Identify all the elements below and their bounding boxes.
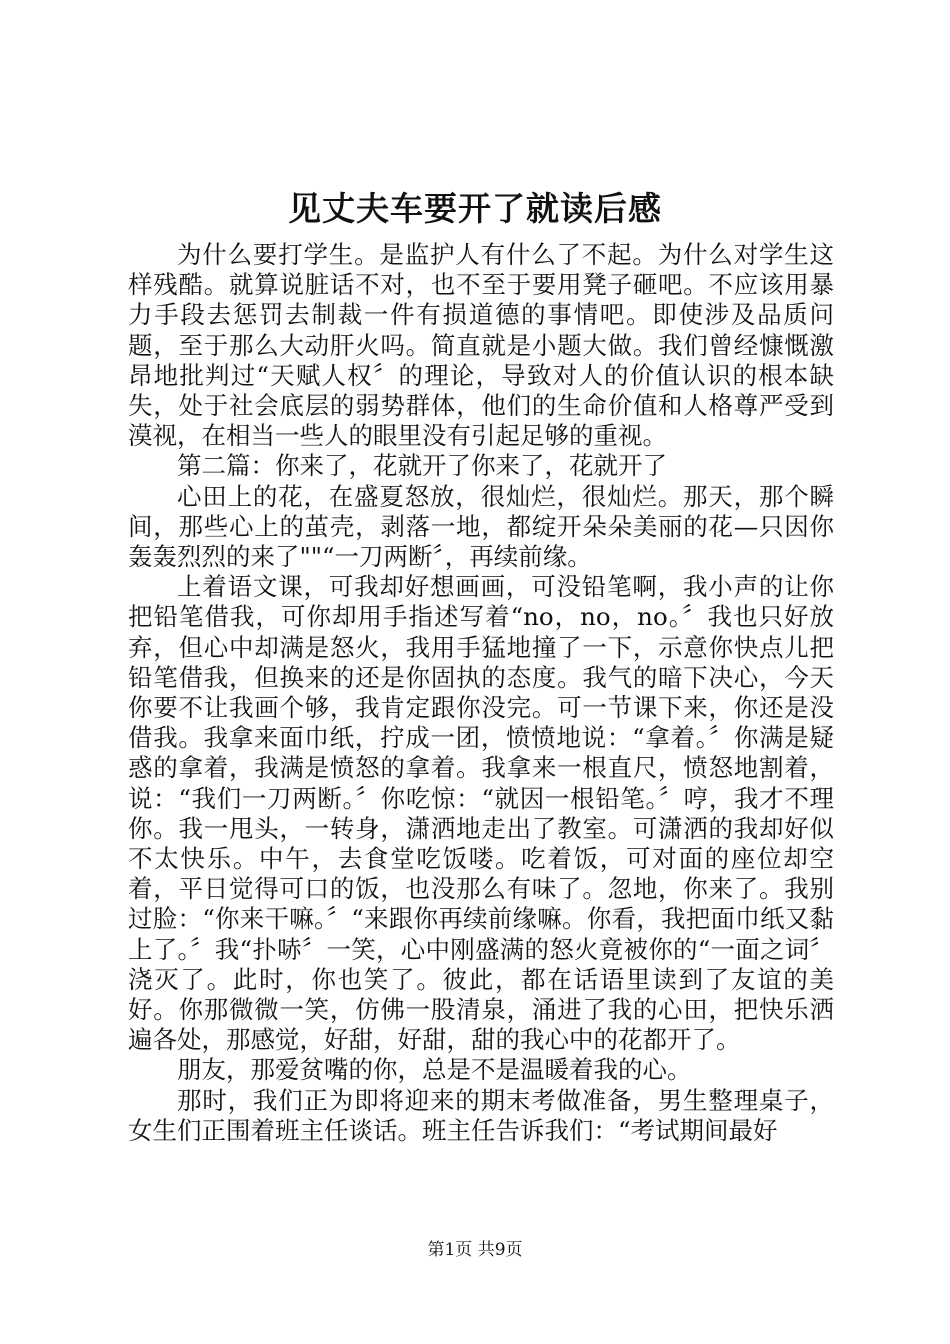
section-heading: 第二篇：你来了，花就开了你来了，花就开了 bbox=[177, 451, 667, 481]
document-title: 见丈夫车要开了就读后感 bbox=[288, 189, 662, 228]
paragraph: 心田上的花，在盛夏怒放，很灿烂，很灿烂。那天，那个瞬间，那些心上的茧壳，剥落一地，都绽开朵朵美丽的花—只因你轰轰烈烈的来了""“一刀两断〞，再续前缘。 bbox=[128, 481, 834, 572]
page-number-footer: 第1页 共9页 bbox=[427, 1240, 523, 1260]
paragraph: 那时，我们正为即将迎来的期末考做准备，男生整理桌子，女生们正围着班主任谈话。班主任告诉我们：“考试期间最好 bbox=[128, 1085, 834, 1145]
paragraph: 朋友，那爱贫嘴的你，总是不是温暖着我的心。 bbox=[177, 1055, 692, 1085]
paragraph: 为什么要打学生。是监护人有什么了不起。为什么对学生这样残酷。就算说脏话不对，也不至于要用凳子砸吧。不应该用暴力手段去惩罚去制裁一件有损道德的事情吧。即使涉及品质问题，至于那么大动肝火吗。简直就是小题大做。我们曾经慷慨激昂地批判过“天赋人权〞的理论，导致对人的价值认识的根本缺失，处于社会底层的弱势群体，他们的生命价值和人格尊严受到漠视，在相当一些人的眼里没有引起足够的重视。 bbox=[128, 240, 834, 451]
document-body bbox=[128, 240, 834, 1146]
paragraph: 上着语文课，可我却好想画画，可没铅笔啊，我小声的让你把铅笔借我，可你却用手指述写着“no，no，no。〞我也只好放弃，但心中却满是怒火，我用手猛地撞了一下，示意你快点儿把铅笔借我，但换来的还是你固执的态度。我气的暗下决心，今天你要不让我画个够，我肯定跟你没完。可一节课下来，你还是没借我。我拿来面巾纸，拧成一团，愤愤地说：“拿着。〞你满是疑惑的拿着，我满是愤怒的拿着。我拿来一根直尺，愤怒地割着，说：“我们一刀两断。〞你吃惊：“就因一根铅笔。〞哼，我才不理你。我一甩头，一转身，潇洒地走出了教室。可潇洒的我却好似不太快乐。中午，去食堂吃饭喽。吃着饭，可对面的座位却空着，平日觉得可口的饭，也没那么有味了。忽地，你来了。我别过脸：“你来干嘛。〞“来跟你再续前缘嘛。你看，我把面巾纸又黏上了。〞我“扑哧〞一笑，心中刚盛满的怒火竟被你的“一面之词〞浇灭了。此时，你也笑了。彼此，都在话语里读到了友谊的美好。你那微微一笑，仿佛一股清泉，涌进了我的心田，把快乐洒遍各处，那感觉，好甜，好甜，甜的我心中的花都开了。 bbox=[128, 572, 834, 1055]
